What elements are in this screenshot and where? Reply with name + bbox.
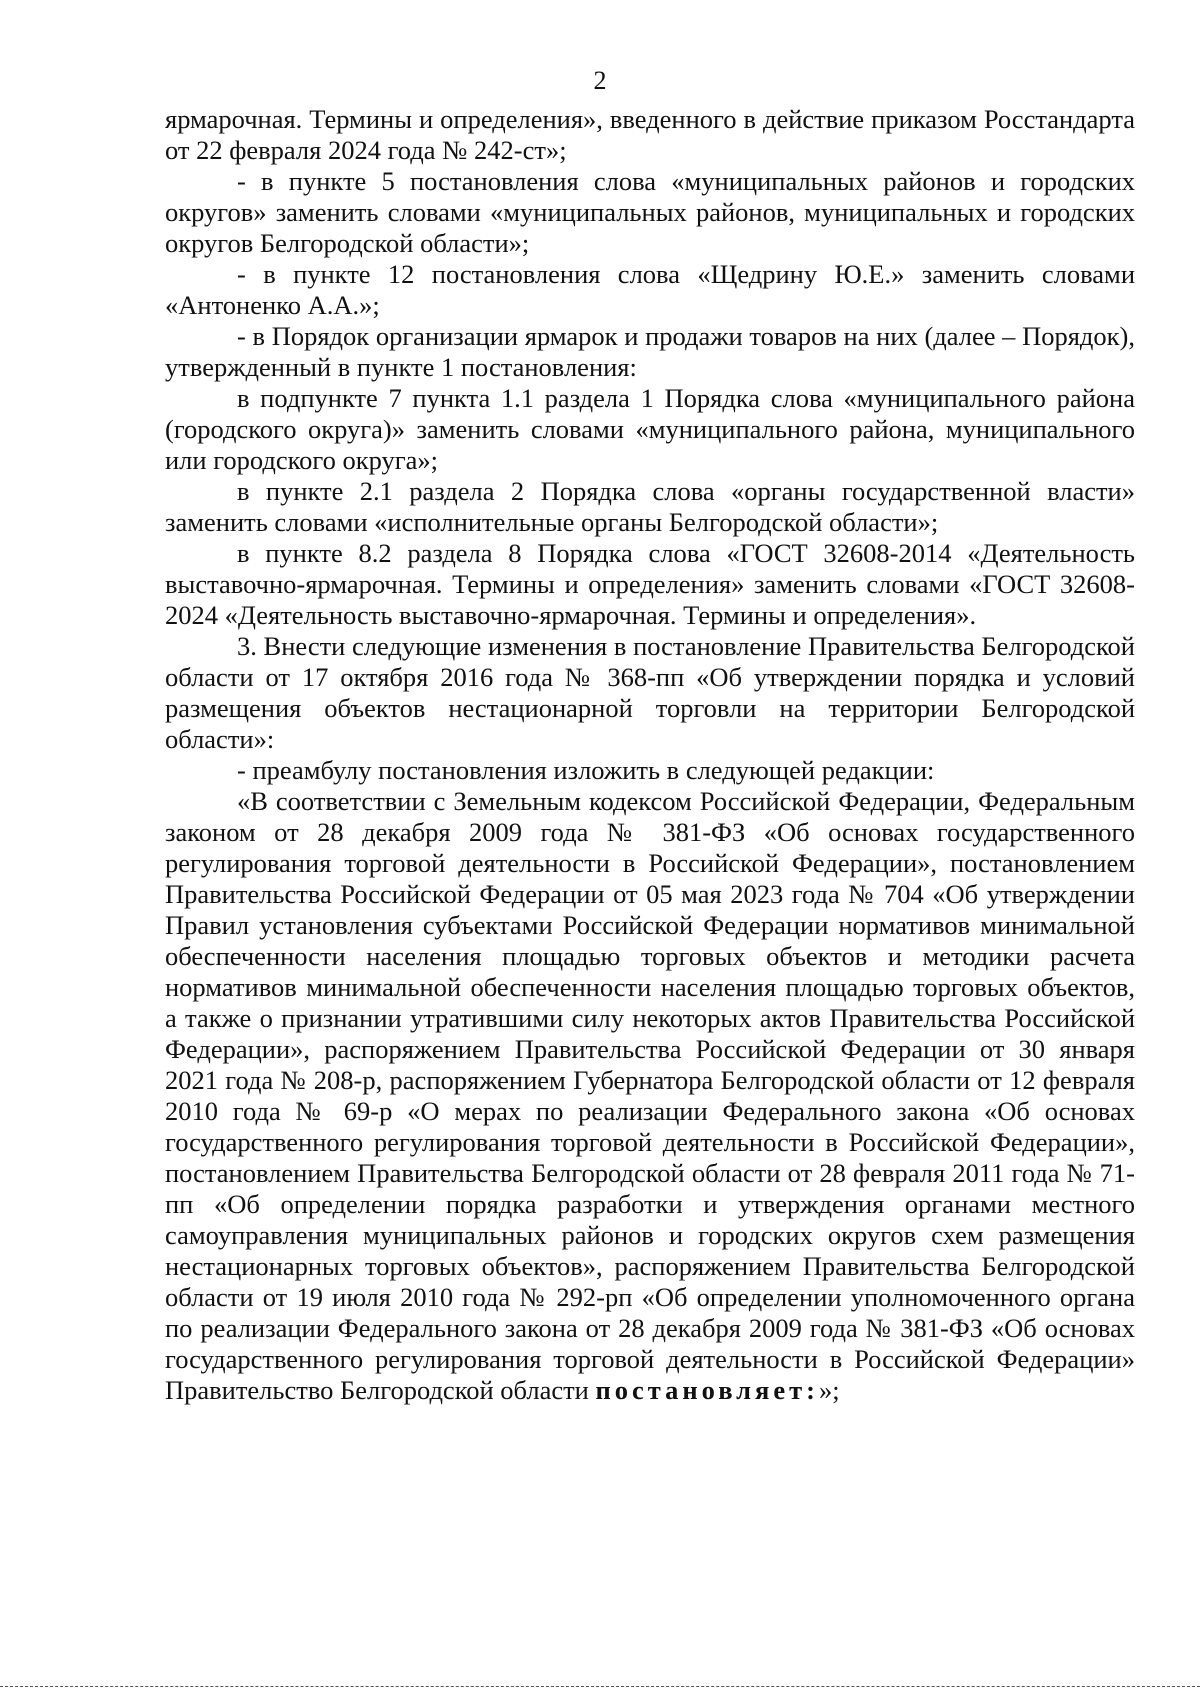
paragraph: - в пункте 5 постановления слова «муниципальных районов и городских округов» заменить словами «муниципальных районов, муниципальных и городских округов Белгородской области»; <box>165 166 1135 258</box>
paragraph: в пункте 2.1 раздела 2 Порядка слова «органы государственной власти» заменить словами «исполнительные органы Белгородской области»; <box>165 476 1135 537</box>
paragraph: 3. Внести следующие изменения в постановление Правительства Белгородской области от 17 октября 2016 года № 368-пп «Об утверждении порядка и условий размещения объектов нестационарной торговли на территории Белгородской области»: <box>165 631 1135 754</box>
resolves-bold-text: постановляет: <box>595 1375 819 1405</box>
paragraph: в пункте 8.2 раздела 8 Порядка слова «ГОСТ 32608-2014 «Деятельность выставочно-ярмарочная. Термины и определения» заменить словами «ГОСТ 32608-2024 «Деятельность выставочно-ярмарочная. Термины и определения». <box>165 538 1135 630</box>
paragraph: в подпункте 7 пункта 1.1 раздела 1 Порядка слова «муниципального района (городского округа)» заменить словами «муниципального района, муниципального или городского округа»; <box>165 383 1135 475</box>
bottom-dashed-line <box>0 1686 1200 1687</box>
page-number: 2 <box>593 66 607 95</box>
closing-quote-text: »; <box>818 1375 840 1405</box>
document-body <box>165 104 1135 1406</box>
paragraph: - преамбулу постановления изложить в следующей редакции: <box>237 755 935 785</box>
paragraph: - в пункте 12 постановления слова «Щедрину Ю.Е.» заменить словами «Антоненко А.А.»; <box>165 259 1135 320</box>
paragraph: ярмарочная. Термины и определения», введенного в действие приказом Росстандарта от 22 февраля 2024 года № 242-ст»; <box>165 104 1135 165</box>
preamble-text: «В соответствии с Земельным кодексом Российской Федерации, Федеральным законом от 28 декабря 2009 года № 381-ФЗ «Об основах государственного регулирования торговой деятельности в Российской Федерации», постановлением Правительства Российской Федерации от 05 мая 2023 года № 704 «Об утверждении Правил установления субъектами Российской Федерации нормативов минимальной обеспеченности населения площадью торговых объектов и методики расчета нормативов минимальной обеспеченности населения площадью торговых объектов, а также о признании утратившими силу некоторых актов Правительства Российской Федерации», распоряжением Правительства Российской Федерации от 30 января 2021 года № 208-р, распоряжением Губернатора Белгородской области от 12 февраля 2010 года № 69-р «О мерах по реализации Федерального закона «Об основах государственного регулирования торговой деятельности в Российской Федерации», постановлением Правительства Белгородской области от 28 февраля 2011 года № 71-пп «Об определении порядка разработки и утверждения органами местного самоуправления муниципальных районов и городских округов схем размещения нестационарных торговых объектов», распоряжением Правительства Белгородской области от 19 июля 2010 года № 292-рп «Об определении уполномоченного органа по реализации Федерального закона от 28 декабря 2009 года № 381-ФЗ «Об основах государственного регулирования торговой деятельности в Российской Федерации» Правительство Белгородской области <box>165 786 1135 1405</box>
preamble-paragraph <box>165 786 1135 1406</box>
paragraph: - в Порядок организации ярмарок и продажи товаров на них (далее – Порядок), утвержденный в пункте 1 постановления: <box>165 321 1135 382</box>
